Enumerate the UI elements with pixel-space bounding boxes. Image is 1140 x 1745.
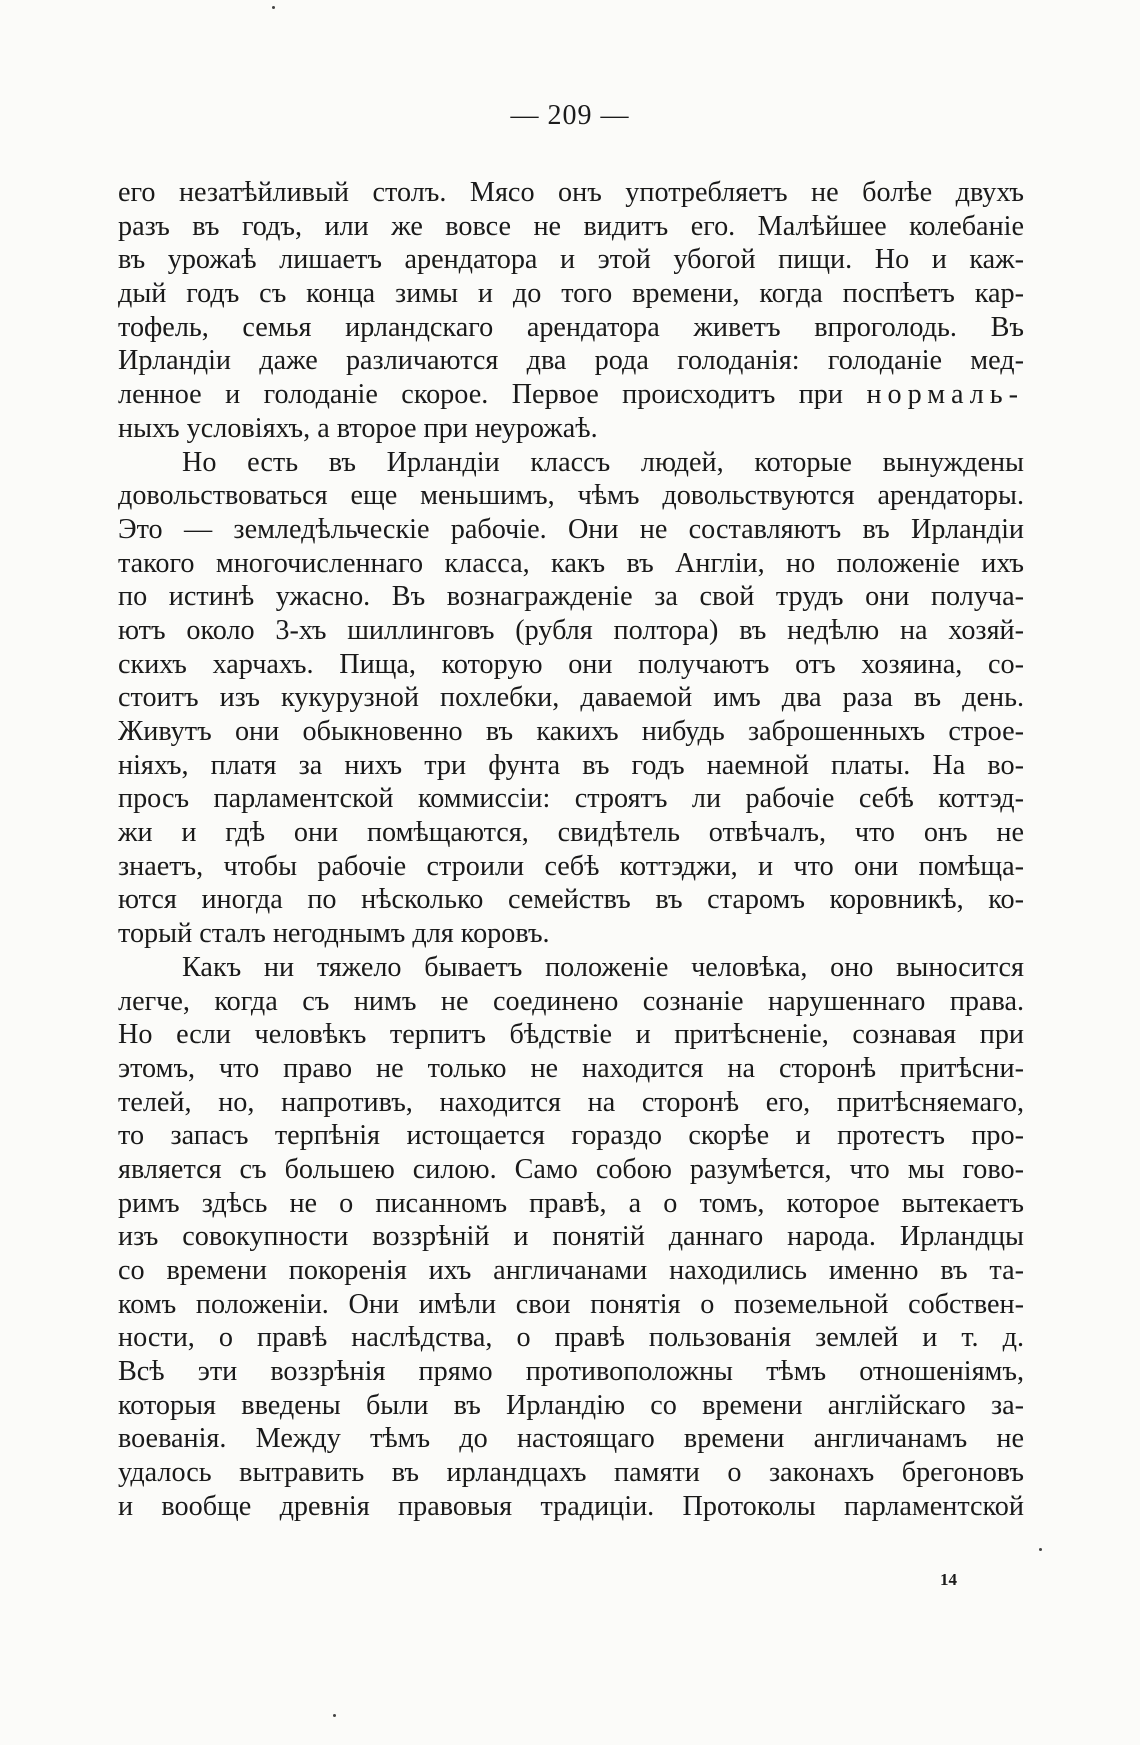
text-line: тофель, семья ирландскаго арендатора живетъ впроголодь. Въ	[118, 311, 1024, 343]
scan-speck	[333, 1714, 336, 1717]
text-line: и вообще древнія правовыя традиціи. Протоколы парламентской	[118, 1490, 1024, 1522]
text-line: является съ большею силою. Само собою разумѣется, что мы гово-	[118, 1153, 1024, 1185]
text-line: ности, о правѣ наслѣдства, о правѣ пользованія землей и т. д.	[118, 1322, 1024, 1354]
text-line: ются иногда по нѣсколько семействъ въ старомъ коровникѣ, ко-	[118, 884, 1024, 916]
text-line: по истинѣ ужасно. Въ вознагражденіе за свой трудъ они получа-	[118, 581, 1024, 613]
text-line: удалось вытравить въ ирландцахъ памяти о законахъ брегоновъ	[118, 1457, 1024, 1489]
text-line: Но есть въ Ирландіи классъ людей, которые вынуждены	[182, 446, 1024, 478]
emphasized-word: нормаль-	[866, 379, 1025, 411]
text-line: легче, когда съ нимъ не соединено сознаніе нарушеннаго права.	[118, 985, 1024, 1017]
text-line: Всѣ эти воззрѣнія прямо противоположны тѣмъ отношеніямъ,	[118, 1356, 1024, 1388]
text-line: Ирландіи даже различаются два рода голоданія: голоданіе мед-	[118, 345, 1024, 377]
text-line: стоитъ изъ кукурузной похлебки, даваемой имъ два раза въ день.	[118, 682, 1024, 714]
text-line: знаетъ, чтобы рабочіе строили себѣ коттэджи, и что они помѣща-	[118, 850, 1024, 882]
body-text	[118, 176, 1024, 1524]
scan-speck	[1039, 1548, 1042, 1551]
page-number: — 209 —	[510, 100, 630, 131]
text-line: телей, но, напротивъ, находится на сторонѣ его, притѣсняемаго,	[118, 1086, 1024, 1118]
text-line: жи и гдѣ они помѣщаются, свидѣтель отвѣчалъ, что онъ не	[118, 817, 1024, 849]
text-line: этомъ, что право не только не находится на сторонѣ притѣсни-	[118, 1052, 1024, 1084]
text-line: то запасъ терпѣнія истощается гораздо скорѣе и протестъ про-	[118, 1120, 1024, 1152]
text-line: дый годъ съ конца зимы и до того времени, когда поспѣетъ кар-	[118, 278, 1024, 310]
text-line: ніяхъ, платя за нихъ три фунта въ годъ наемной платы. На во-	[118, 749, 1024, 781]
text-line: изъ совокупности воззрѣній и понятій даннаго народа. Ирландцы	[118, 1221, 1024, 1253]
text-line-with-emphasis	[118, 378, 1024, 412]
text-line: воеванія. Между тѣмъ до настоящаго времени англичанамъ не	[118, 1423, 1024, 1455]
text-line: скихъ харчахъ. Пища, которую они получаютъ отъ хозяина, со-	[118, 648, 1024, 680]
text-line: которыя введены были въ Ирландію со времени англійскаго за-	[118, 1389, 1024, 1421]
text-line: со времени покоренія ихъ англичанами находились именно въ та-	[118, 1255, 1024, 1286]
text-line: въ урожаѣ лишаетъ арендатора и этой убогой пищи. Но и каж-	[118, 244, 1024, 276]
text-line: ютъ около 3-хъ шиллинговъ (рубля полтора) въ недѣлю на хозяй-	[118, 614, 1024, 646]
text-line: Но если человѣкъ терпитъ бѣдствіе и притѣсненіе, сознавая при	[118, 1019, 1024, 1051]
text-line: торый сталъ негоднымъ для коровъ.	[118, 918, 550, 950]
text-line: римъ здѣсь не о писанномъ правѣ, а о томъ, которое вытекаетъ	[118, 1187, 1024, 1219]
text-line: его незатѣйливый столъ. Мясо онъ употребляетъ не болѣе двухъ	[118, 177, 1024, 208]
text-segment: ленное и голоданіе скорое. Первое происходитъ при	[118, 379, 843, 411]
text-line: просъ парламентской коммиссіи: строятъ ли рабочіе себѣ коттэд-	[118, 783, 1024, 815]
text-line: комъ положеніи. Они имѣли свои понятія о поземельной собствен-	[118, 1288, 1024, 1320]
text-line: такого многочисленнаго класса, какъ въ Англіи, но положеніе ихъ	[118, 547, 1024, 579]
text-line: разъ въ годъ, или же вовсе не видитъ его. Малѣйшее колебаніе	[118, 210, 1024, 242]
text-line: Какъ ни тяжело бываетъ положеніе человѣка, оно выносится	[182, 951, 1024, 983]
text-line: Это — земледѣльческіе рабочіе. Они не составляютъ въ Ирландіи	[118, 513, 1024, 545]
scan-speck	[272, 6, 275, 9]
text-line: Живутъ они обыкновенно въ какихъ нибудь заброшенныхъ строе-	[118, 716, 1024, 747]
text-line: ныхъ условіяхъ, а второе при неурожаѣ.	[118, 412, 598, 444]
text-line: довольствоваться еще меньшимъ, чѣмъ довольствуются арендаторы.	[118, 480, 1024, 512]
signature-mark: 14	[940, 1570, 957, 1589]
